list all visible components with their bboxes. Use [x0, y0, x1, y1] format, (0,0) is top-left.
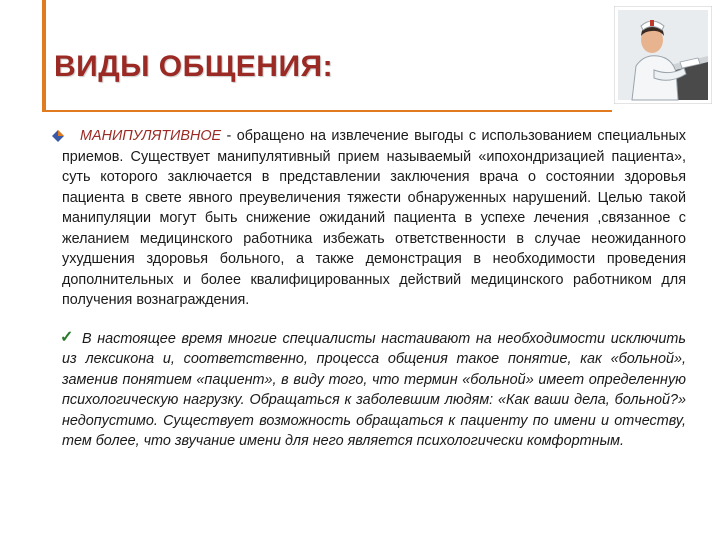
paragraph-body: В настоящее время многие специалисты настаивают на необходимости исключить из лексикона и, соответственно, процесса общения такое понятие, как «больной», заменив понятием «пациент», в виду того, что термин «больной» имеет определенную психологическую нагрузку. Обращаться к заболевшим людям: «Как ваши дела, больной?» недопустимо. Существует возможность обращаться к пациенту по имени и отчеству, тем более, что звучание имени для него является психологически комфортным.: [62, 330, 686, 449]
paragraph-body: - обращено на извлечение выгоды с использованием специальных приемов. Существует манипулятивный прием называемый «ипохондризацией пациента», суть которого заключается в представлении заключения врача о состоянии здоровья пациента в свете явного преувеличения тяжести обнаруженных нарушений. Целью такой манипуляции могут быть снижение ожиданий пациента в успехе лечения ,связанное с желанием медицинского работника избежать ответственности в случае неожиданного ухудшения здоровья больного, а также демонстрация в необходимости проведения дополнительных и более квалифицированных действий медицинского работником для получения вознаграждения.: [62, 128, 686, 308]
bullet-arrow-icon: [52, 130, 64, 142]
nurse-at-desk-illustration-icon: [614, 6, 712, 104]
accent-horizontal-rule: [46, 110, 612, 112]
accent-vertical-rule: [42, 0, 46, 112]
paragraph-patient-term: [62, 329, 686, 452]
paragraph-lead-term: МАНИПУЛЯТИВНОЕ: [80, 128, 222, 144]
paragraph-manipulative: [62, 126, 686, 311]
slide-content: [62, 126, 686, 452]
checkmark-icon: ✓: [60, 328, 74, 346]
slide-title: ВИДЫ ОБЩЕНИЯ:: [54, 50, 334, 83]
